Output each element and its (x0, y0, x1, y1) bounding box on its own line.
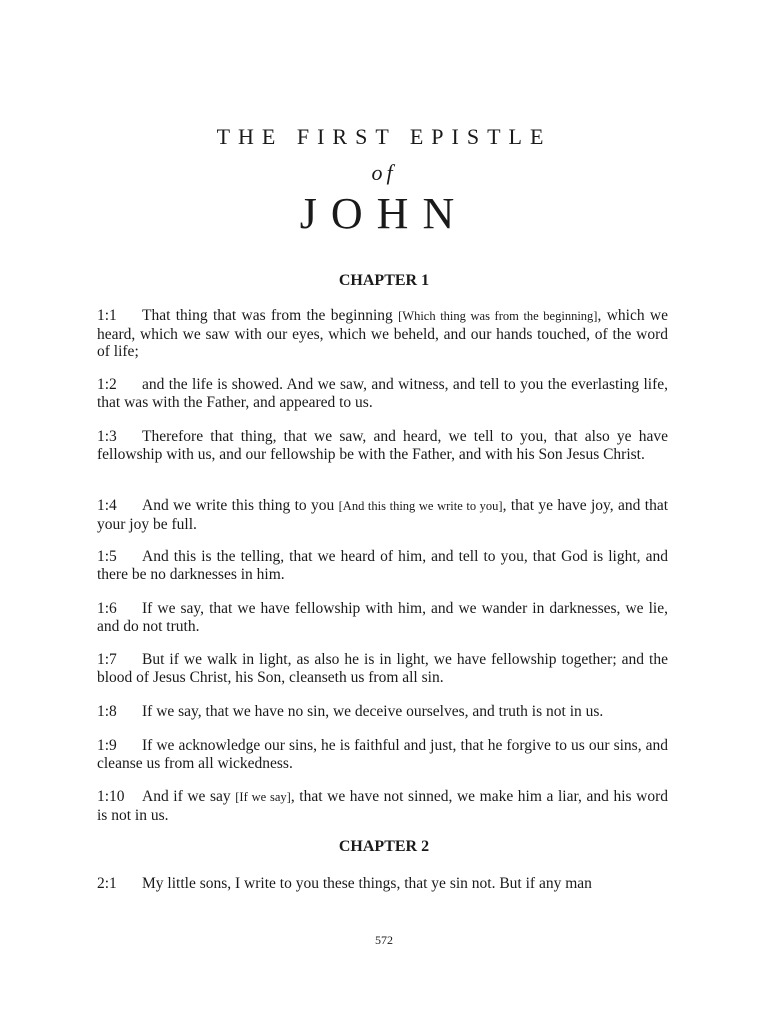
title-line-2: of (371, 160, 397, 185)
chapter-heading: CHAPTER 1 (338, 272, 430, 289)
verse-text: And if we say (142, 788, 236, 805)
verse-note: [And this thing we write to you] (338, 499, 503, 513)
verse-text: If we acknowledge our sins, he is faithful and just, that he forgive to us our sins, and cleanse us from all wickedness. (97, 737, 668, 772)
verse-text: Therefore that thing, that we saw, and heard, we tell to you, that also ye have fellowship with us, and our fellowship be with the Father, and with his Son Jesus Christ. (97, 428, 668, 463)
verse (97, 376, 668, 411)
verse-text-continued: , that ye have joy, and that your joy be full. (97, 497, 668, 533)
verse (97, 737, 668, 772)
verse-number: 1:4 (97, 497, 117, 514)
verse-text: And this is the telling, that we heard of him, and tell to you, that God is light, and there be no darknesses in him. (97, 548, 668, 583)
verse-number: 1:1 (97, 307, 117, 324)
verse (97, 788, 668, 824)
verse (97, 875, 668, 893)
verse-number: 1:2 (97, 376, 117, 393)
verse (97, 428, 668, 463)
verse-text: My little sons, I write to you these things, that ye sin not. But if any man (142, 875, 592, 892)
verse-number: 1:7 (97, 651, 117, 668)
verse-text: If we say, that we have no sin, we deceive ourselves, and truth is not in us. (142, 703, 604, 720)
verse (97, 497, 668, 533)
verse-number: 1:3 (97, 428, 117, 445)
verse-text: That thing that was from the beginning (142, 307, 399, 324)
verse-number: 1:6 (97, 600, 117, 617)
verse (97, 307, 668, 361)
verse-text-continued: , that we have not sinned, we make him a liar, and his word is not in us. (97, 788, 668, 824)
verse-number: 1:5 (97, 548, 117, 565)
verse-text: and the life is showed. And we saw, and witness, and tell to you the everlasting life, that was with the Father, and appeared to us. (97, 376, 668, 411)
verse-text: But if we walk in light, as also he is in light, we have fellowship together; and the blood of Jesus Christ, his Son, cleanseth us from all sin. (97, 651, 668, 686)
title-line-1: THE FIRST EPISTLE (216, 124, 552, 149)
verse-number: 2:1 (97, 875, 117, 892)
verse (97, 548, 668, 583)
verse-text: And we write this thing to you (142, 497, 339, 514)
title-line-3: JOHN (299, 189, 469, 238)
verse-text: If we say, that we have fellowship with him, and we wander in darknesses, we lie, and do not truth. (97, 600, 668, 635)
verse-number: 1:8 (97, 703, 117, 720)
verse (97, 703, 668, 721)
verse-number: 1:9 (97, 737, 117, 754)
chapter-heading: CHAPTER 2 (338, 838, 430, 855)
verse-text-continued: , which we heard, which we saw with our eyes, which we beheld, and our hands touched, of the word of life; (97, 307, 668, 360)
verse-note: [Which thing was from the beginning] (398, 309, 598, 323)
page-number: 572 (375, 933, 393, 947)
verse-note: [If we say] (235, 790, 291, 804)
verse (97, 600, 668, 635)
verse-number: 1:10 (97, 788, 125, 805)
verse (97, 651, 668, 686)
